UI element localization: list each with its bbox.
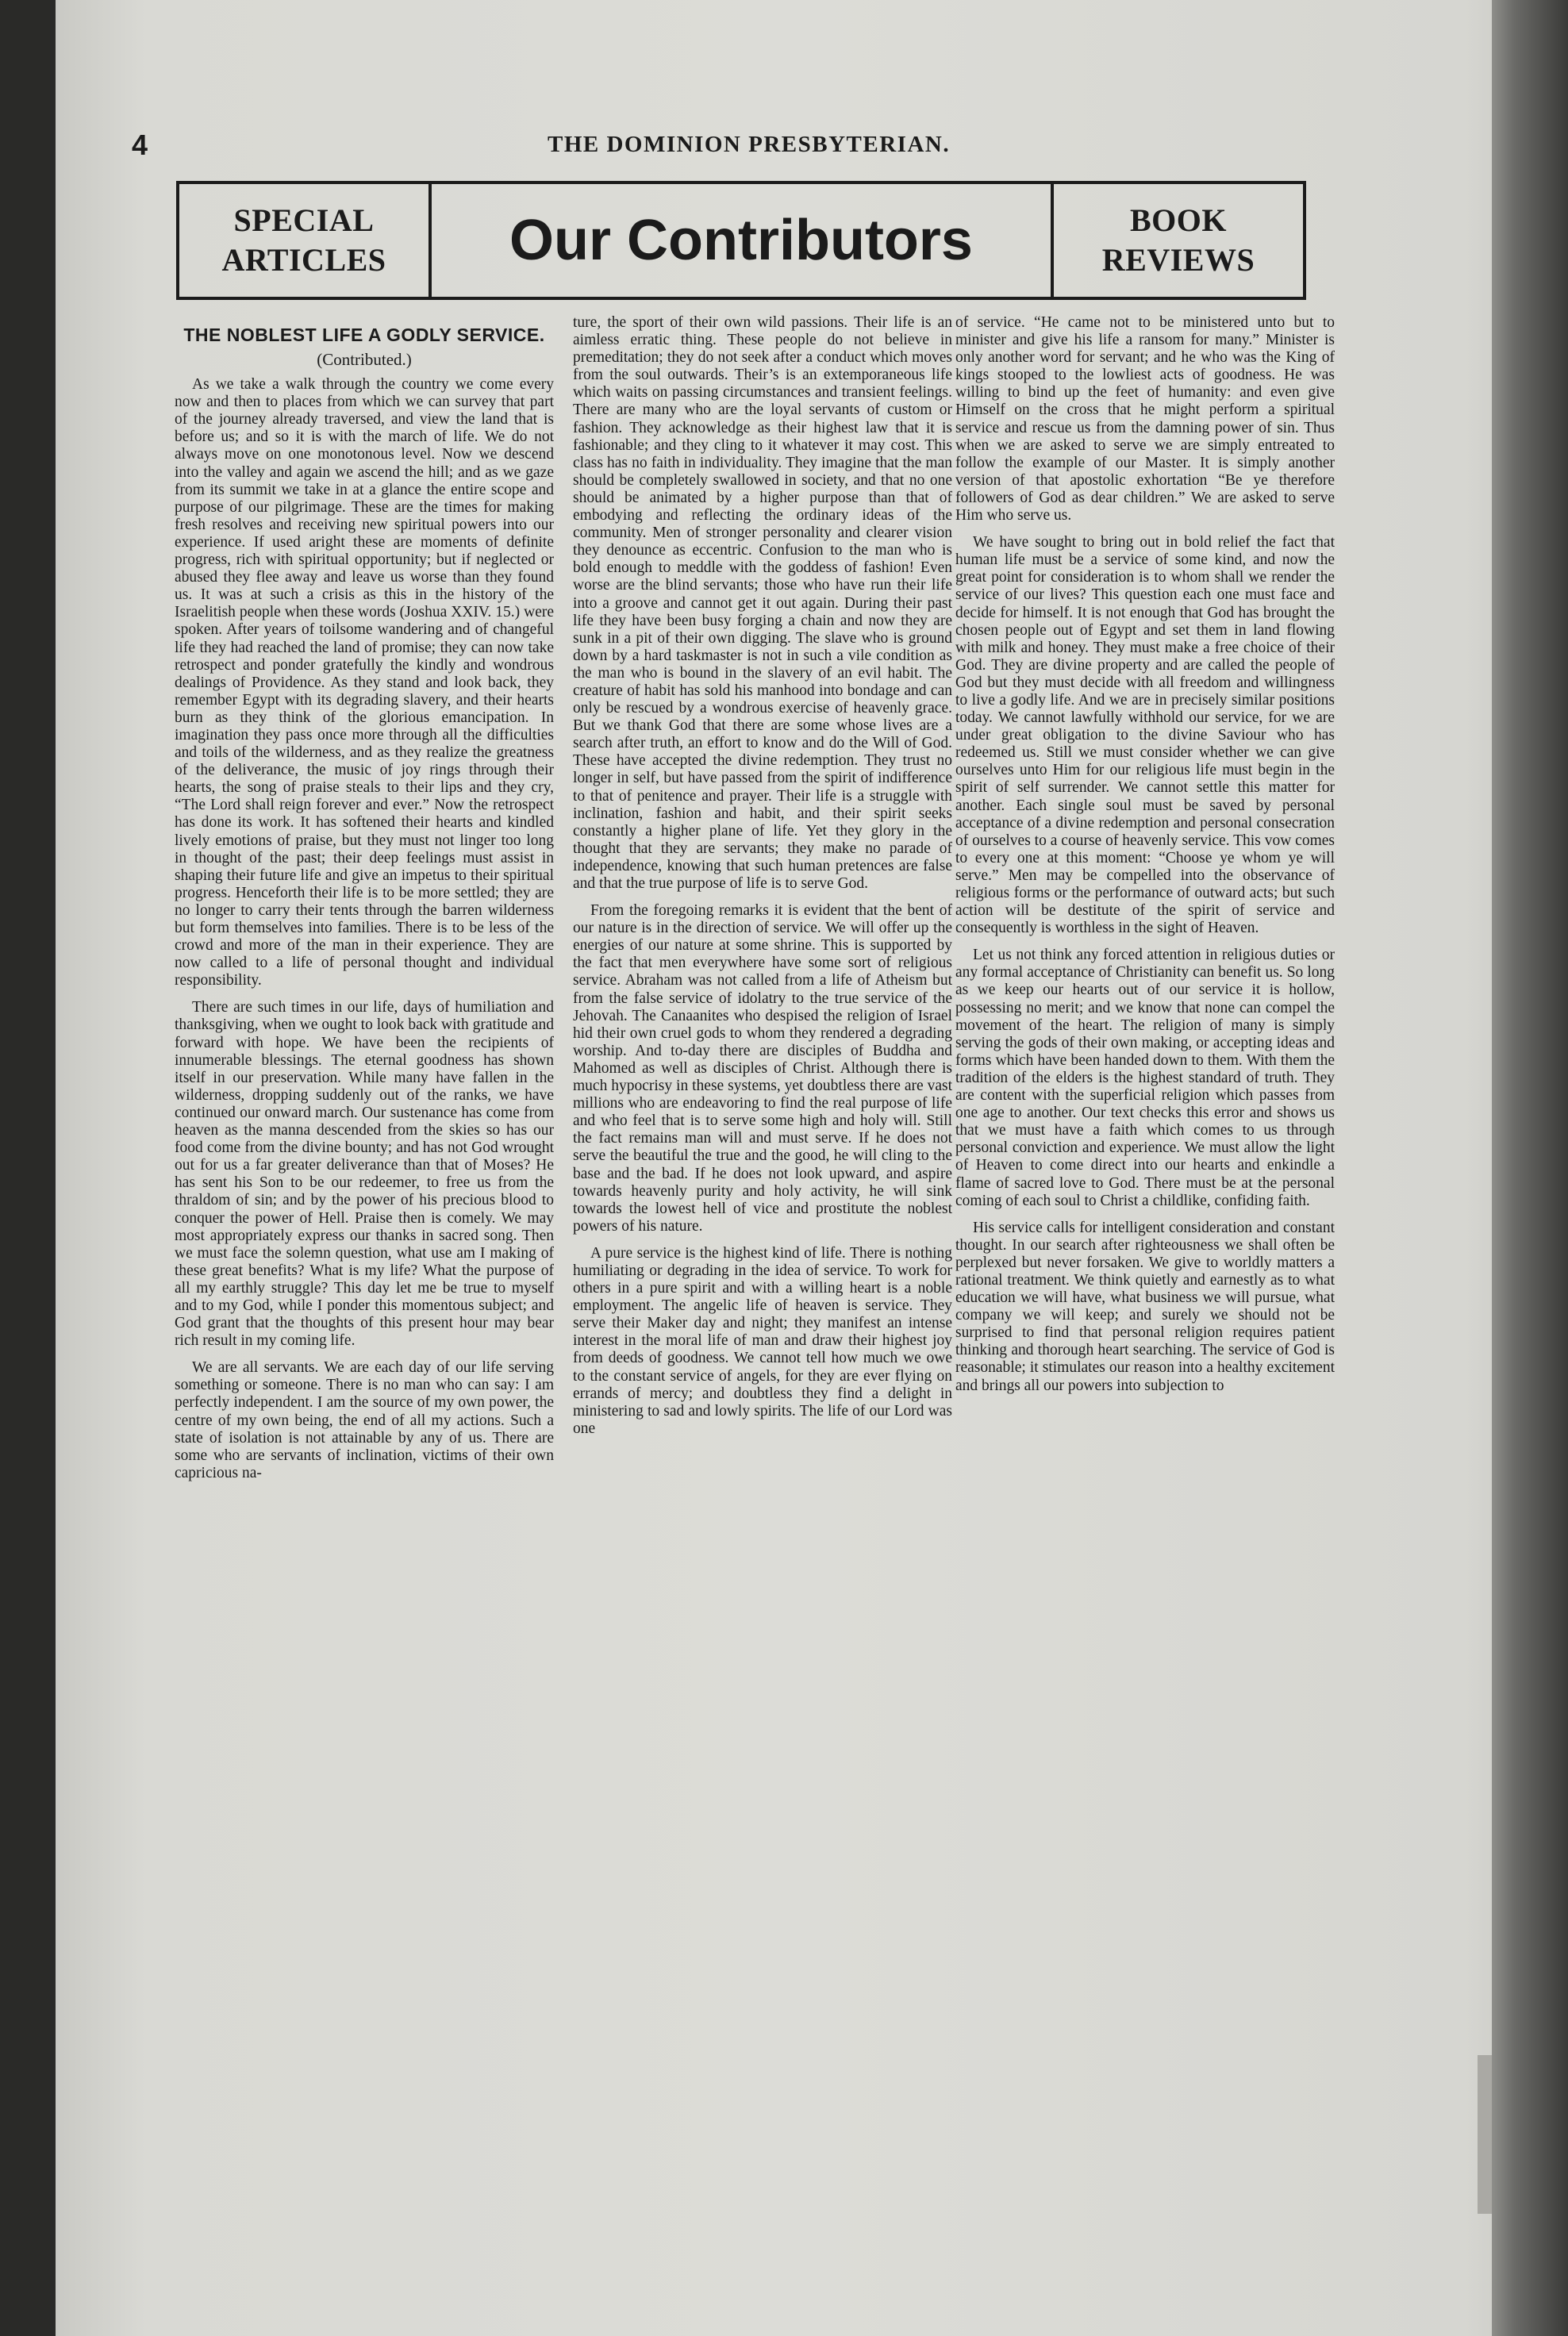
page-tear: [1478, 2055, 1492, 2214]
page-edge-shadow: [1492, 0, 1568, 2336]
paragraph: We are all servants. We are each day of our life serving something or someone. There is no man who can say: I am perfectly independent. I am the source of my own power, the centre of my own being, the end of all my actions. Such a state of isolation is not attainable by any of us. There are some who are servants of inclination, victims of their own capricious na-: [175, 1359, 554, 1481]
paragraph: ture, the sport of their own wild passions. Their life is an aimless erratic thing. These people do not believe in premeditation; they do not seek after a conduct which moves from the soul outwards. Their’s is an extemporaneous life which waits on passing circumstances and transient feelings. There are many who are the loyal servants of custom or fashion. They acknowledge as their highest law that it is fashionable; and they cling to it whatever it may cost. This class has no faith in individuality. They imagine that the man should be completely swallowed in society, and that no one should be animated by a higher purpose than that of embodying and reflecting the ordinary ideas of the community. Men of stronger personality and clearer vision they denounce as eccentric. Confusion to the man who is bold enough to meddle with the goddess of fashion! Even worse are the blind servants; those who have run their life into a groove and cannot get it out again. During their past life they have been busy forging a chain and now they are sunk in a pit of their own digging. The slave who is ground down by a hard taskmaster is not in such a vile condition as the man who is bound in the slavery of an evil habit. The creature of habit has sold his manhood into bondage and can only be rescued by a wondrous exercise of heavenly grace. But we thank God that there are some whose lives are a search after truth, an effort to know and do the Will of God. These have accepted the divine redemption. They trust no longer in self, but have passed from the spirit of indifference to that of penitence and prayer. Their life is a struggle with inclination, fashion and habit, and their spirit seeks constantly a higher plane of life. Yet they glory in the thought that they are servants; they make no parade of independence, knowing that such human pretences are false and that the true purpose of life is to serve God.: [573, 314, 952, 892]
paragraph: of service. “He came not to be ministered unto but to minister and give his life a ransom for many.” Minister is only another word for servant; and he who was the King of kings stooped to the lowliest acts of goodness. He was willing to bind up the feet of humanity: and even give Himself on the cross that he might perform a spiritual service and rescue us from the damning power of sin. Thus when we are asked to serve we are simply entreated to follow the example of our Master. It is simply another version of that apostolic exhortation “Be ye therefore followers of God as dear children.” We are asked to serve Him who serve us.: [955, 314, 1335, 524]
section-header-box: [176, 181, 1306, 300]
special-articles-line1: SPECIAL: [233, 202, 375, 238]
special-articles-label: [179, 184, 432, 297]
column-2: [573, 314, 952, 1438]
column-1: [175, 314, 554, 1482]
paragraph: Let us not think any forced attention in religious duties or any formal acceptance of Christianity can benefit us. So long as we keep our hearts out of our service it is hollow, possessing no merit; and we know that none can compel the movement of the heart. The religion of many is simply serving the gods of their own making, or accepting ideas and forms which have been handed down to them. With them the tradition of the elders is the highest standard of truth. They are content with the superficial religion which passes from one age to another. Our text checks this error and shows us that we must have a faith which comes to us through personal conviction and experience. We must allow the light of Heaven to come direct into our hearts and enkindle a flame of sacred love to God. There must be at the personal coming of each soul to Christ a childlike, confiding faith.: [955, 947, 1335, 1209]
book-reviews-label: [1051, 184, 1303, 297]
paragraph: A pure service is the highest kind of life. There is nothing humiliating or degrading in the idea of service. To work for others in a pure spirit and with a willing heart is a noble employment. The angelic life of heaven is service. They serve their Maker day and night; they manifest an intense interest in the moral life of man and draw their highest joy from deeds of goodness. We cannot tell how much we owe to the constant service of angels, for they are ever flying on errands of mercy; and doubtless they find a delight in ministering to sad and lowly spirits. The life of our Lord was one: [573, 1244, 952, 1437]
special-articles-line2: ARTICLES: [221, 242, 386, 278]
paragraph: We have sought to bring out in bold relief the fact that human life must be a service of some kind, and now the great point for consideration is to whom shall we render the service of our lives? This question each one must face and decide for himself. It is not enough that God has brought the chosen people out of Egypt and set them in land flowing with milk and honey. They must make a free choice of their God. They are divine property and are called the people of God but they must decide with all freedom and willingness to live a godly life. And we are in precisely similar positions today. We cannot lawfully withhold our service, for we are under great obligation to the divine Saviour who has redeemed us. Still we must consider whether we can give ourselves unto Him for our religious life must begin in the spirit of self surrender. We cannot settle this matter for another. Each single soul must be saved by personal acceptance of a divine redemption and personal consecration of ourselves to a course of heavenly service. This vow comes to every one at this moment: “Choose ye whom ye will serve.” Men may be compelled into the observance of religious forms or the performance of outward acts; but such action will be destitute of the spirit of service and consequently is worthless in the sight of Heaven.: [955, 534, 1335, 937]
book-reviews-line1: BOOK: [1129, 202, 1228, 238]
section-title: Our Contributors: [509, 209, 973, 272]
article-byline: (Contributed.): [317, 350, 412, 369]
book-reviews-line2: REVIEWS: [1101, 242, 1255, 278]
paragraph: There are such times in our life, days of humiliation and thanksgiving, when we ought to look back with gratitude and forward with hope. We have been the recipients of innumerable blessings. The eternal goodness has shown itself in our preservation. While many have fallen in the wilderness, dropping suddenly out of the ranks, we have continued our onward march. Our sustenance has come from heaven as the manna descended from the skies so has our food come from the divine bounty; and has not God wrought out for us a far greater deliverance than that of Moses? He has sent his Son to be our redeemer, to free us from the thraldom of sin; and by the power of his precious blood to conquer the power of Hell. Praise then is comely. We may most appropriately express our thanks in sacred song. Then we must face the solemn question, what use am I making of these great benefits? What is my life? What the purpose of all my earthly struggle? This day let me be true to myself and to my God, while I ponder this momentous subject; and God grant that the thoughts of this present hour may bear rich result in my coming life.: [175, 999, 554, 1350]
running-head: THE DOMINION PRESBYTERIAN.: [548, 132, 951, 157]
article-heading: THE NOBLEST LIFE A GODLY SERVICE.: [183, 325, 545, 345]
page-number: 4: [132, 129, 148, 161]
column-3: [955, 314, 1335, 1395]
paragraph: From the foregoing remarks it is evident that the bent of our nature is in the direction of service. We will offer up the energies of our nature at some shrine. This is supported by the fact that men everywhere have some sort of religious service. Abraham was not called from a life of Atheism but from the false service of idolatry to the true service of the Jehovah. The Canaanites who despised the religion of Israel hid their own cruel gods to whom they rendered a degrading worship. And to-day there are disciples of Buddha and Mahomed as well as disciples of Christ. Although there is much hypocrisy in these systems, yet doubtless there are vast millions who are endeavoring to find the real purpose of life and who feel that is to serve some high and holy will. Still the fact remains man will and must serve. If he does not serve the beautiful the true and the good, he will cling to the base and the bad. If he does not look upward, and aspire towards heavenly purity and holy activity, he will sink towards the lowest hell of vice and prostitute the noblest powers of his nature.: [573, 902, 952, 1235]
paragraph: His service calls for intelligent consideration and constant thought. In our search after righteousness we shall often be perplexed but never forsaken. We give to worldly matters a rational treatment. We think quietly and earnestly as to what education we will have, what business we will pursue, what company we will keep; and surely we should not be surprised to find that personal religion requires patient thinking and thorough heart searching. The service of God is reasonable; it stimulates our reason into a healthy excitement and brings all our powers into subjection to: [955, 1219, 1335, 1394]
paragraph: As we take a walk through the country we come every now and then to places from which we can survey that part of the journey already traversed, and view the land that is before us; and so it is with the march of life. We do not always move on one monotonous level. Now we descend into the valley and again we ascend the hill; and as we gaze from its summit we take in at a glance the entire scope and purpose of our pilgrimage. These are the times for making fresh resolves and receiving new spiritual powers into our experience. If used aright these are moments of definite progress, rich with spiritual opportunity; but if neglected or abused they flee away and leave us worse than they found us. It was at such a crisis as this in the history of the Israelitish people when these words (Joshua XXIV. 15.) were spoken. After years of toilsome wandering and of changeful life they had reached the land of promise; they can now take retrospect and ponder gratefully the kindly and wondrous dealings of Providence. As they stand and look back, they remember Egypt with its degrading slavery, and their hearts burn as they think of the glorious emancipation. In imagination they pass once more through all the difficulties and toils of the wilderness, and as they realize the greatness of the deliverance, the music of joy rings through their hearts, the song of praise steals to their lips and they cry, “The Lord shall reign forever and ever.” Now the retrospect has done its work. It has softened their hearts and kindled lively emotions of praise, but they must not linger too long in thought of the past; their deep feelings must assist in shaping their future life and give an impetus to their spiritual progress. Henceforth their life is to be more settled; they are no longer to carry their tents through the barren wilderness but form themselves into families. There is to be less of the crowd and more of the man in their experience. They are now called to a life of personal thought and individual responsibility.: [175, 376, 554, 989]
